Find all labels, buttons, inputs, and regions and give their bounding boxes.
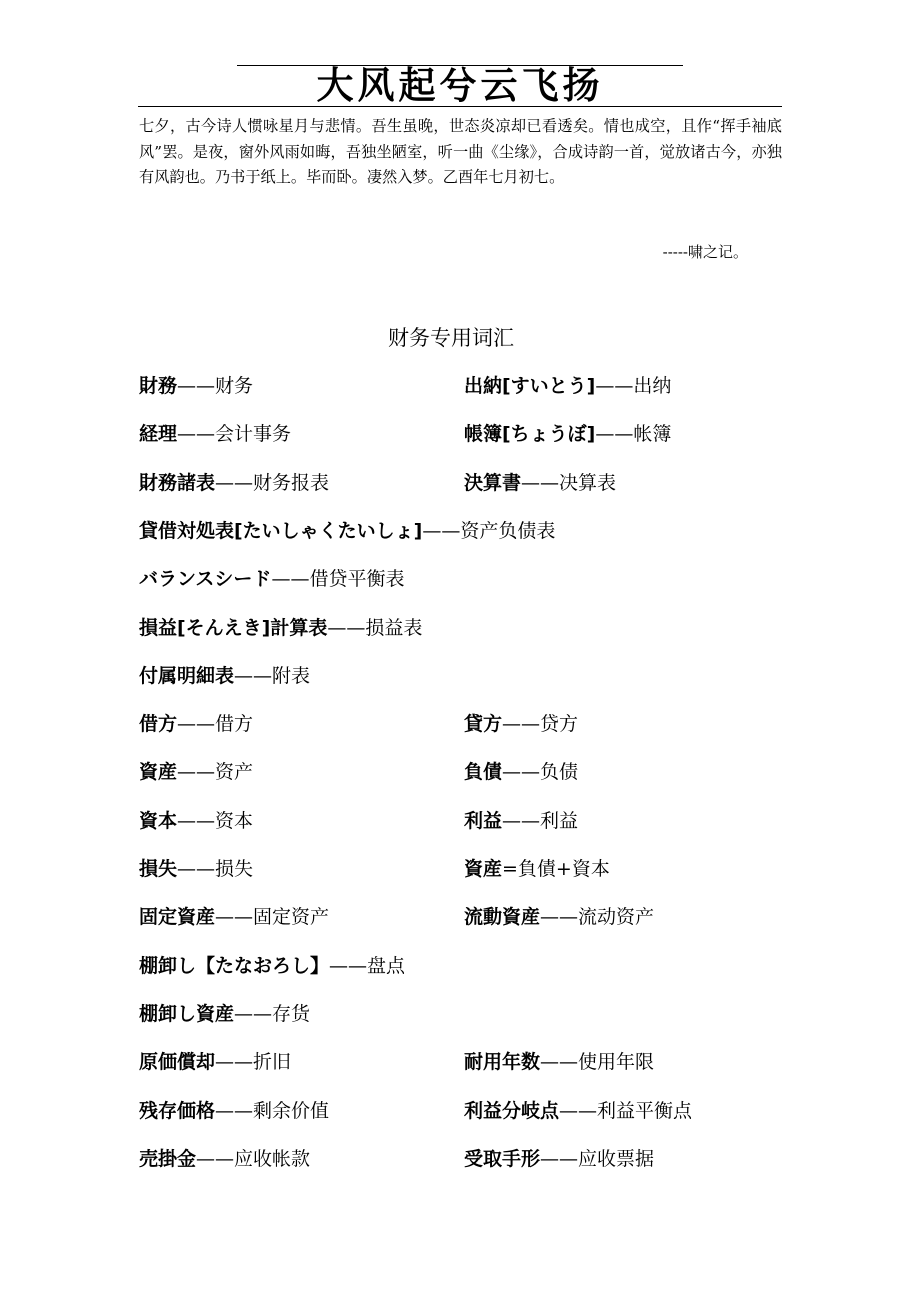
vocab-meaning: ——损益表 [327,616,423,639]
vocab-entry [139,516,555,546]
vocab-meaning: ——损失 [177,858,254,880]
vocab-term: 財務 [139,375,178,397]
vocab-meaning: ——决算表 [521,471,617,494]
vocab-meaning: ——使用年限 [540,1051,655,1074]
vocab-entry [464,1047,654,1077]
vocab-term: 貸借対処表[たいしゃくたいしょ] [139,519,423,542]
vocab-entry [464,1096,692,1126]
vocab-meaning: ——盘点 [329,954,406,977]
vocab-meaning: ——应收票据 [540,1147,655,1170]
vocab-entry [464,902,654,932]
vocab-meaning: ——利益 [502,809,579,832]
vocab-entry [139,1144,310,1174]
vocab-row [0,709,920,739]
vocab-row [0,757,920,787]
vocab-meaning: =負債+資本 [502,858,610,880]
vocab-entry [139,902,329,932]
vocab-term: 財務諸表 [139,471,216,494]
vocab-entry [464,419,671,449]
vocab-meaning: ——借方 [177,713,254,736]
vocab-term: 帳簿[ちょうぼ] [464,423,596,446]
vocab-meaning: ——出纳 [595,375,672,397]
vocab-meaning: ——借贷平衡表 [271,568,405,591]
vocab-row [0,516,920,546]
vocab-meaning: ——固定资产 [215,906,330,929]
vocab-term: 流動資産 [464,906,541,929]
vocab-row [0,854,920,884]
vocab-term: 棚卸し資産 [139,1002,235,1025]
vocab-term: 損益[そんえき]計算表 [139,616,328,639]
vocab-entry [464,468,616,498]
vocab-term: 耐用年数 [464,1051,541,1074]
vocab-entry [464,757,578,787]
vocab-meaning: ——流动资产 [540,906,655,929]
vocab-row [0,951,920,981]
vocab-meaning: ——资本 [177,809,254,832]
vocab-meaning: ——剩余价值 [215,1099,330,1122]
header-bottom-rule [138,106,782,107]
vocab-meaning: ——资产负债表 [422,519,556,542]
vocab-term: 損失 [139,858,178,880]
vocab-meaning: ——帐簿 [595,423,672,446]
vocab-term: 出納[すいとう] [464,375,596,397]
vocab-row [0,419,920,449]
vocab-term: 資本 [139,809,178,832]
vocab-term: 棚卸し【たなおろし】 [139,954,330,977]
vocab-term: 原価償却 [139,1051,216,1074]
vocab-term: 残存価格 [139,1099,216,1122]
header-banner-title: 大风起兮云飞扬 [316,63,604,107]
vocab-row [0,613,920,643]
vocab-entry [139,757,253,787]
vocab-meaning: ——利益平衡点 [559,1099,693,1122]
vocab-row [0,468,920,498]
vocab-entry [139,854,253,884]
vocab-term: 売掛金 [139,1147,197,1170]
vocab-row [0,806,920,836]
vocab-term: バランスシード [139,568,272,591]
vocab-entry [139,661,310,691]
vocab-term: 利益 [464,809,503,832]
vocab-meaning: ——折旧 [215,1051,292,1074]
vocab-meaning: ——附表 [234,664,311,687]
vocab-meaning: ——存货 [234,1002,311,1025]
vocab-meaning: ——贷方 [502,713,579,736]
vocab-row [0,1144,920,1174]
vocab-term: 貸方 [464,713,503,736]
vocab-term: 利益分岐点 [464,1099,560,1122]
vocab-row [0,1047,920,1077]
vocab-meaning: ——财务报表 [215,471,330,494]
intro-paragraph: 七夕，古今诗人惯咏星月与悲情。吾生虽晚，世态炎凉却已看透矣。情也成空，且作“挥手袖底风”罢。是夜，窗外风雨如晦，吾独坐陋室，听一曲《尘缘》，合成诗韵一首，觉放诸古今，亦独有风韵也。乃书于纸上。毕而卧。凄然入梦。乙酉年七月初七。 [139,117,782,186]
vocab-entry [139,371,253,401]
vocab-meaning: ——资产 [177,761,254,784]
vocab-entry [139,1096,329,1126]
vocab-row [0,999,920,1029]
vocab-entry [139,999,310,1029]
vocab-meaning: ——会计事务 [177,423,292,446]
vocab-meaning: ——应收帐款 [196,1147,311,1170]
vocab-meaning: ——负债 [502,761,579,784]
vocab-entry [139,709,253,739]
vocab-entry [139,806,253,836]
vocab-entry [139,1047,291,1077]
vocab-entry [139,419,291,449]
vocab-entry [464,806,578,836]
vocab-row [0,564,920,594]
vocab-term: 借方 [139,713,178,736]
vocab-row [0,371,920,401]
vocab-term: 固定資産 [139,906,216,929]
vocab-term: 経理 [139,423,178,446]
vocab-entry [464,854,610,884]
vocab-entry [464,371,671,401]
signature: -----啸之记。 [662,243,748,261]
vocab-entry [464,1144,654,1174]
vocab-entry [139,951,405,981]
vocab-term: 資産 [139,761,178,784]
vocab-term: 資産 [464,858,503,880]
vocab-entry [139,613,422,643]
vocab-term: 決算書 [464,471,522,494]
vocab-entry [139,564,404,594]
vocab-row [0,902,920,932]
vocab-meaning: ——财务 [177,375,254,397]
vocab-term: 受取手形 [464,1147,541,1170]
vocab-term: 付属明細表 [139,664,235,687]
vocab-term: 負債 [464,761,503,784]
vocab-title: 财务专用词汇 [388,326,514,350]
vocab-entry [139,468,329,498]
vocab-row [0,661,920,691]
vocab-row [0,1096,920,1126]
vocab-entry [464,709,578,739]
